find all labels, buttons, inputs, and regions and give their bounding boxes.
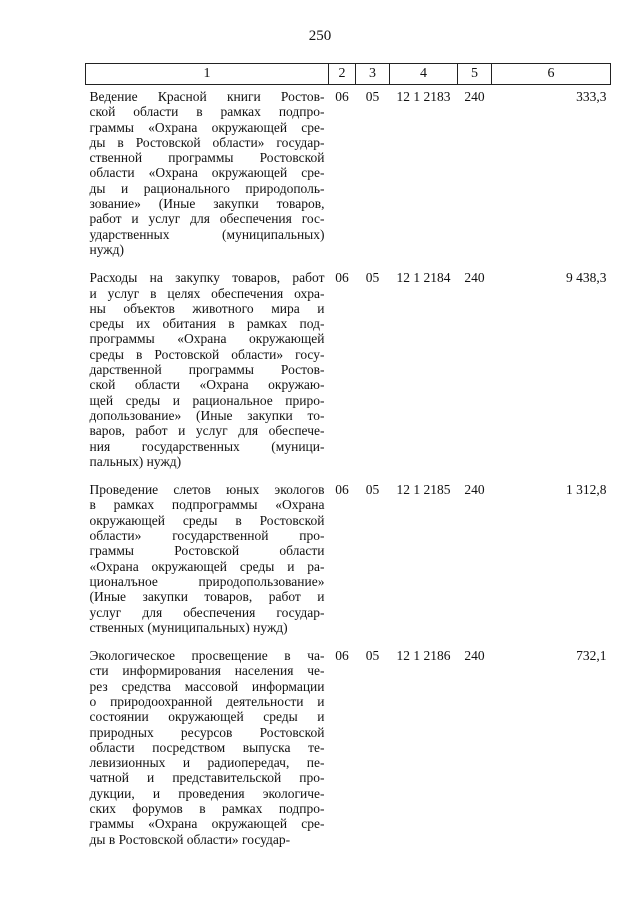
budget-table <box>85 63 611 856</box>
amount: 732,1 <box>576 648 607 664</box>
expense-type-code: 240 <box>464 89 485 104</box>
expense-type-code: 240 <box>464 270 485 286</box>
description-line: работ и услуг для обеспечения гос- <box>89 211 325 227</box>
description-line: природных ресурсов Ростовской <box>89 724 325 740</box>
description-line: окружающей среды в Ростовской <box>89 512 325 528</box>
section-code: 06 <box>335 270 349 286</box>
description-line: зование» (Иные закупки товаров, <box>89 196 325 212</box>
expense-type-code: 240 <box>464 482 485 498</box>
description-line: ния государственных (муници- <box>89 438 325 454</box>
row-description <box>86 266 329 478</box>
page-number: 250 <box>308 28 332 44</box>
description-line: в рамках подпрограммы «Охрана <box>89 497 325 513</box>
header-col-2: 2 <box>329 64 356 85</box>
description-line: ционалъное природопользование» <box>89 573 325 589</box>
row-description <box>86 478 329 644</box>
description-line: щей среды и рациональное приро- <box>89 392 325 408</box>
description-line: и услуг в целях обеспечения охра- <box>89 285 325 301</box>
description-line: граммы «Охрана окружающей сре- <box>89 119 325 135</box>
description-line: граммы Ростовской области <box>89 543 325 559</box>
header-col-4: 4 <box>390 64 458 85</box>
description-line: программы «Охрана окружающей <box>89 331 325 347</box>
description-line: допользование» (Иные закупки то- <box>89 407 325 423</box>
row-description <box>86 644 329 856</box>
description-line: состоянии окружающей среды и <box>89 709 325 725</box>
description-line: пальных) нужд) <box>89 453 182 469</box>
description-line: среды их обитания в рамках под- <box>89 316 325 332</box>
section-code: 06 <box>335 89 349 104</box>
description-line: дарственной программы Ростов- <box>89 362 325 378</box>
description-line: о природоохранной деятельности и <box>89 693 325 709</box>
description-line: нужд) <box>89 241 124 257</box>
description-line: ды в Ростовской области» государ- <box>89 134 325 150</box>
subsection-code: 05 <box>365 89 380 104</box>
row-description <box>86 85 329 267</box>
table-row <box>86 85 611 267</box>
description-line: ны объектов животного мира и <box>89 300 325 316</box>
description-line: сти информирования населения че- <box>89 663 325 679</box>
table-row <box>86 266 611 478</box>
description-line: ударственных (муниципальных) <box>89 226 325 242</box>
description-line: области «Охрана окружающей сре- <box>89 165 325 181</box>
description-line: варов, работ и услуг для обеспече- <box>89 423 325 439</box>
description-line: дукции, и проведения экологиче- <box>89 785 325 801</box>
description-line: ской области в рамках подпро- <box>89 104 325 120</box>
description-line: услуг для обеспечения государ- <box>89 604 325 620</box>
amount: 1 312,8 <box>566 482 607 498</box>
table-row <box>86 478 611 644</box>
section-code: 06 <box>335 648 349 664</box>
amount: 333,3 <box>576 89 607 104</box>
description-line: (Иные закупки товаров, работ и <box>89 589 325 605</box>
description-line: области» государственной про- <box>89 528 325 544</box>
expense-type-code: 240 <box>464 648 485 664</box>
header-col-1: 1 <box>86 64 329 85</box>
description-line: ственной программы Ростовской <box>89 150 325 166</box>
description-line: ской области «Охрана окружаю- <box>89 377 325 393</box>
description-line: области посредством выпуска те- <box>89 739 325 755</box>
subsection-code: 05 <box>365 482 380 498</box>
description-line: Экологическое просвещение в ча- <box>89 648 325 664</box>
subsection-code: 05 <box>365 648 380 664</box>
description-line: Ведение Красной книги Ростов- <box>89 89 325 104</box>
description-line: граммы «Охрана окружающей сре- <box>89 816 325 832</box>
header-col-6: 6 <box>492 64 611 85</box>
header-col-5: 5 <box>458 64 492 85</box>
target-article-code: 12 1 2186 <box>396 648 451 664</box>
table-header-row <box>86 64 611 85</box>
description-line: чатной и представительской про- <box>89 770 325 786</box>
target-article-code: 12 1 2184 <box>396 270 451 286</box>
description-line: «Охрана окружающей среды и ра- <box>89 558 325 574</box>
description-line: ды и рационального природополь- <box>89 180 325 196</box>
description-line: левизионных и радиопередач, пе- <box>89 755 325 771</box>
table-row <box>86 644 611 856</box>
target-article-code: 12 1 2185 <box>396 482 451 498</box>
description-line: среды в Ростовской области» госу- <box>89 346 325 362</box>
target-article-code: 12 1 2183 <box>396 89 451 104</box>
description-line: рез средства массовой информации <box>89 678 325 694</box>
amount: 9 438,3 <box>566 270 607 286</box>
description-line: ских форумов в рамках подпро- <box>89 801 325 817</box>
description-line: ственных (муниципальных) нужд) <box>89 619 288 635</box>
section-code: 06 <box>335 482 349 498</box>
description-line: Расходы на закупку товаров, работ <box>89 270 325 286</box>
description-line: ды в Ростовской области» государ- <box>89 831 291 847</box>
header-col-3: 3 <box>356 64 390 85</box>
description-line: Проведение слетов юных экологов <box>89 482 325 498</box>
subsection-code: 05 <box>365 270 380 286</box>
